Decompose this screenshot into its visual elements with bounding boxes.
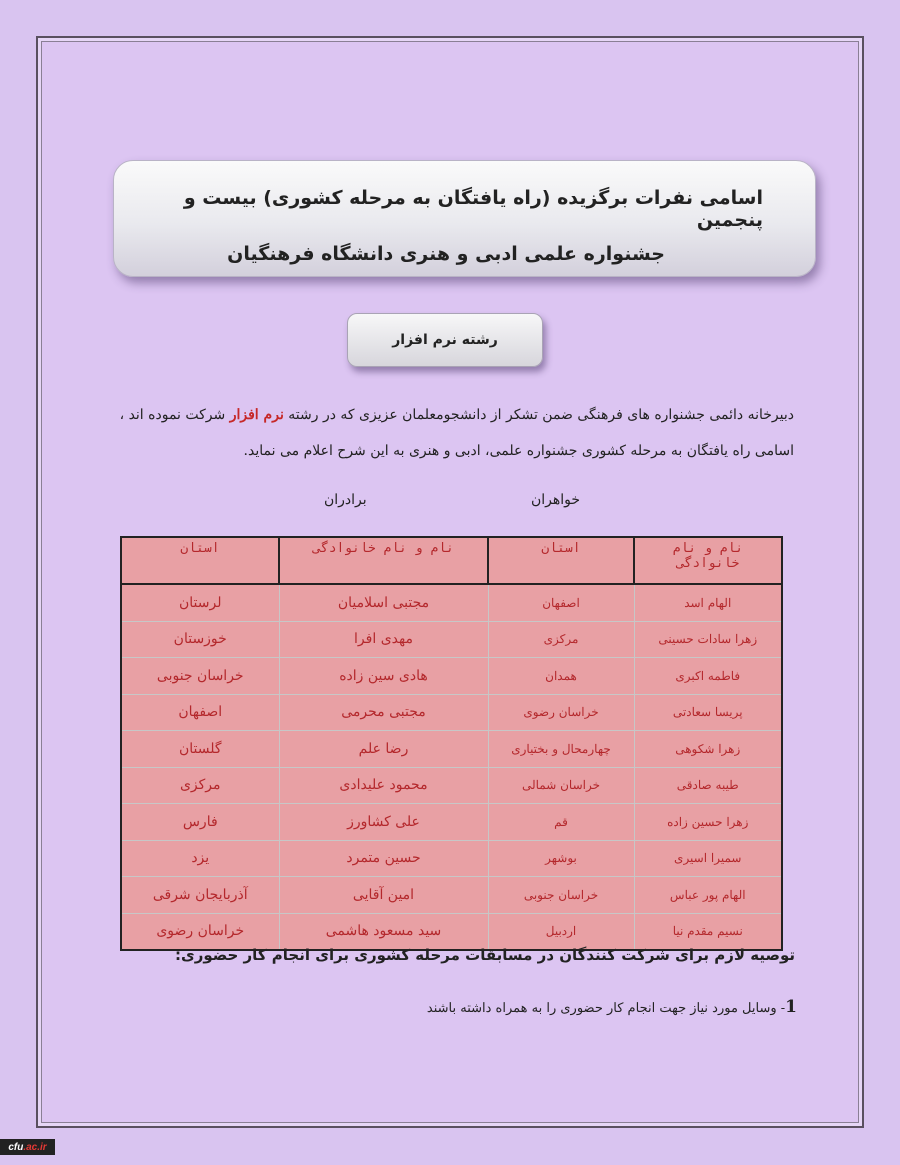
intro-line-1-after: شرکت نموده اند ، <box>119 407 226 423</box>
table-row <box>121 767 782 804</box>
sister-province-cell: بوشهر <box>488 840 634 877</box>
sister-name-cell: نسیم مقدم نیا <box>634 913 782 950</box>
sister-name-cell: سمیرا اسیری <box>634 840 782 877</box>
site-logo <box>0 1139 55 1155</box>
table-row <box>121 621 782 658</box>
table-row <box>121 877 782 914</box>
brother-name-cell: هادی سین زاده <box>279 658 488 695</box>
table-row <box>121 658 782 695</box>
recommendations-title: توصیه لازم برای شرکت کنندگان در مسابقات مرحله کشوری برای انجام کار حضوری: <box>174 946 795 964</box>
sister-name-cell: زهرا شکوهی <box>634 731 782 768</box>
brother-name-cell: سید مسعود هاشمی <box>279 913 488 950</box>
brother-province-cell: یزد <box>121 840 279 877</box>
brother-name-cell: محمود علیدادی <box>279 767 488 804</box>
sister-name-cell: الهام پور عباس <box>634 877 782 914</box>
brother-province-cell: اصفهان <box>121 694 279 731</box>
brother-province-cell: گلستان <box>121 731 279 768</box>
brother-name-cell: علی کشاورز <box>279 804 488 841</box>
brother-province-cell: خراسان رضوی <box>121 913 279 950</box>
brother-name-cell: مجتبی اسلامیان <box>279 584 488 621</box>
brother-province-cell: فارس <box>121 804 279 841</box>
brother-province-cell: آذربایجان شرقی <box>121 877 279 914</box>
intro-line-2: اسامی راه یافتگان به مرحله کشوری جشنواره علمی، ادبی و هنری به این شرح اعلام می نماید. <box>243 443 794 459</box>
sister-province-cell: خراسان رضوی <box>488 694 634 731</box>
intro-highlight: نرم افزار <box>229 407 284 423</box>
header-brother-name: نام و نام خانوادگی <box>279 537 488 584</box>
recommendation-number: 1 <box>785 997 797 1017</box>
intro-line-1 <box>120 407 794 423</box>
sister-province-cell: چهارمحال و بختیاری <box>488 731 634 768</box>
winners-table-body <box>121 584 782 950</box>
recommendation-text: - وسایل مورد نیاز جهت انجام کار حضوری را به همراه داشته باشند <box>426 1001 786 1016</box>
table-row <box>121 694 782 731</box>
sisters-heading: خواهران <box>531 492 581 508</box>
title-line-1: اسامی نفرات برگزیده (راه یافتگان به مرحله کشوری) بیست و پنجمین <box>183 187 763 231</box>
brother-name-cell: حسین متمرد <box>279 840 488 877</box>
sister-name-cell: زهرا حسین زاده <box>634 804 782 841</box>
intro-line-1-before: دبیرخانه دائمی جشنواره های فرهنگی ضمن تشکر از دانشجومعلمان عزیزی که در رشته <box>288 407 794 423</box>
logo-main-text: cfu <box>8 1141 24 1153</box>
brother-province-cell: خراسان جنوبی <box>121 658 279 695</box>
winners-table <box>120 536 783 951</box>
sister-province-cell: مرکزی <box>488 621 634 658</box>
brother-province-cell: خوزستان <box>121 621 279 658</box>
brother-province-cell: مرکزی <box>121 767 279 804</box>
sister-province-cell: اصفهان <box>488 584 634 621</box>
table-header-row <box>121 537 782 584</box>
sister-name-cell: فاطمه اکبری <box>634 658 782 695</box>
field-label-box: رشته نرم افزار <box>347 313 543 367</box>
header-sister-name: نام و نام خانوادگی <box>634 537 782 584</box>
brother-name-cell: رضا علم <box>279 731 488 768</box>
header-brother-province: استان <box>121 537 279 584</box>
table-row <box>121 913 782 950</box>
sister-province-cell: اردبیل <box>488 913 634 950</box>
sister-province-cell: همدان <box>488 658 634 695</box>
logo-accent-text: .ac.ir <box>23 1141 47 1153</box>
title-line-2: جشنواره علمی ادبی و هنری دانشگاه فرهنگیان <box>227 243 665 265</box>
recommendation-item-1 <box>427 997 797 1017</box>
table-row <box>121 584 782 621</box>
brother-name-cell: مجتبی محرمی <box>279 694 488 731</box>
brother-province-cell: لرستان <box>121 584 279 621</box>
header-sister-province: استان <box>488 537 634 584</box>
sister-province-cell: خراسان شمالی <box>488 767 634 804</box>
brother-name-cell: مهدی افرا <box>279 621 488 658</box>
table-row <box>121 840 782 877</box>
sister-name-cell: پریسا سعادتی <box>634 694 782 731</box>
table-row <box>121 804 782 841</box>
brothers-heading: برادران <box>324 492 367 508</box>
sister-name-cell: الهام اسد <box>634 584 782 621</box>
sister-name-cell: طیبه صادقی <box>634 767 782 804</box>
sister-province-cell: قم <box>488 804 634 841</box>
brother-name-cell: امین آقایی <box>279 877 488 914</box>
sister-province-cell: خراسان جنوبی <box>488 877 634 914</box>
table-row <box>121 731 782 768</box>
sister-name-cell: زهرا سادات حسینی <box>634 621 782 658</box>
title-banner <box>113 160 816 277</box>
